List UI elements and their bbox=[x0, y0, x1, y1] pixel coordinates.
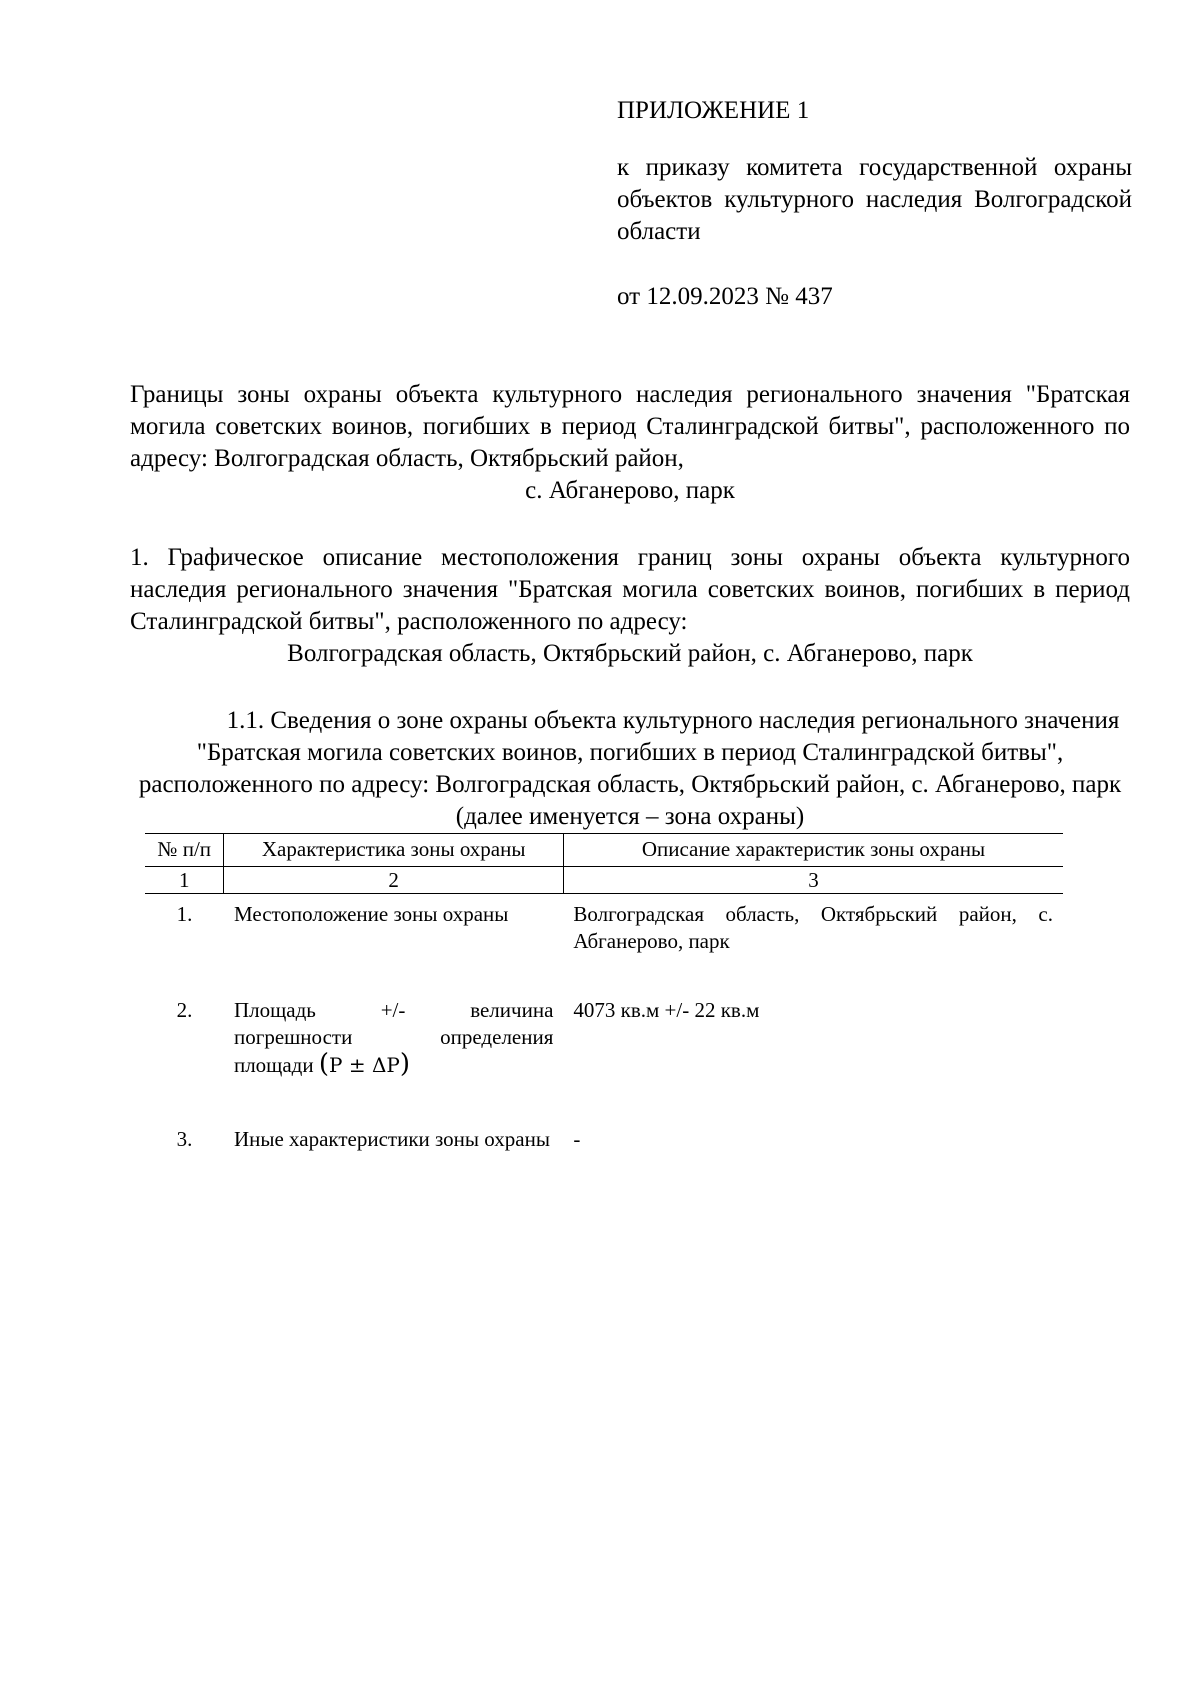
row-characteristic-text: Площадь +/- величина погрешности определения площади bbox=[233, 998, 554, 1077]
section-1-text: 1. Графическое описание местоположения границ зоны охраны объекта культурного наследия регионального значения "Братская могила советских воинов, погибших в период Сталинградской битвы", расположенного по адресу: bbox=[130, 544, 1130, 635]
row-number: 2. bbox=[176, 998, 193, 1022]
column-number-1: 1 bbox=[145, 867, 224, 894]
header-cell-characteristic: Характеристика зоны охраны bbox=[224, 834, 563, 867]
column-number-2: 2 bbox=[224, 867, 563, 894]
appendix-title: ПРИЛОЖЕНИЕ 1 bbox=[617, 97, 810, 124]
row-characteristic bbox=[224, 997, 563, 1126]
document-title bbox=[130, 379, 1130, 507]
section-1-last-line: Волгоградская область, Октябрьский район, с. Абганерово, парк bbox=[287, 640, 973, 667]
document-title-last-line: с. Абганерово, парк bbox=[525, 477, 735, 504]
row-number: 1. bbox=[176, 902, 193, 926]
header-cell-number: № п/п bbox=[145, 834, 224, 867]
row-number: 3. bbox=[176, 1127, 193, 1151]
appendix-date: от 12.09.2023 № 437 bbox=[617, 283, 833, 310]
column-number-3: 3 bbox=[563, 867, 1063, 894]
row-description: Волгоградская область, Октябрьский район, с. Абганерово, парк bbox=[573, 902, 1053, 953]
section-1-1-heading: 1.1. Сведения о зоне охраны объекта культурного наследия регионального значения "Братская могила советских воинов, погибших в период Сталинградской битвы", расположенного по адресу: Волгоградская область, Октябрьский район, с. Абганерово, парк (далее именуется – зона охраны) bbox=[138, 707, 1122, 830]
area-formula: (P ± ΔP) bbox=[318, 1049, 411, 1079]
row-description: 4073 кв.м +/- 22 кв.м bbox=[573, 998, 760, 1022]
document-title-text: Границы зоны охраны объекта культурного наследия регионального значения "Братская могила советских воинов, погибших в период Сталинградской битвы", расположенного по адресу: Волгоградская область, Октябрьский район, bbox=[130, 381, 1130, 472]
header-cell-description: Описание характеристик зоны охраны bbox=[563, 834, 1063, 867]
section-1-heading bbox=[130, 542, 1130, 670]
area-formula-text: P ± ΔP bbox=[329, 1053, 400, 1077]
table-row bbox=[145, 997, 1063, 1126]
column-number-row bbox=[145, 867, 1063, 894]
table-row bbox=[145, 1126, 1063, 1153]
row-characteristic: Иные характеристики зоны охраны bbox=[233, 1127, 550, 1151]
appendix-reference: к приказу комитета государственной охраны объектов культурного наследия Волгоградской области bbox=[617, 154, 1132, 245]
row-description: - bbox=[573, 1127, 581, 1151]
row-characteristic: Местоположение зоны охраны bbox=[233, 902, 509, 926]
table-header-row bbox=[145, 834, 1063, 867]
table-row bbox=[145, 894, 1063, 998]
zone-characteristics-table bbox=[145, 833, 1063, 1153]
